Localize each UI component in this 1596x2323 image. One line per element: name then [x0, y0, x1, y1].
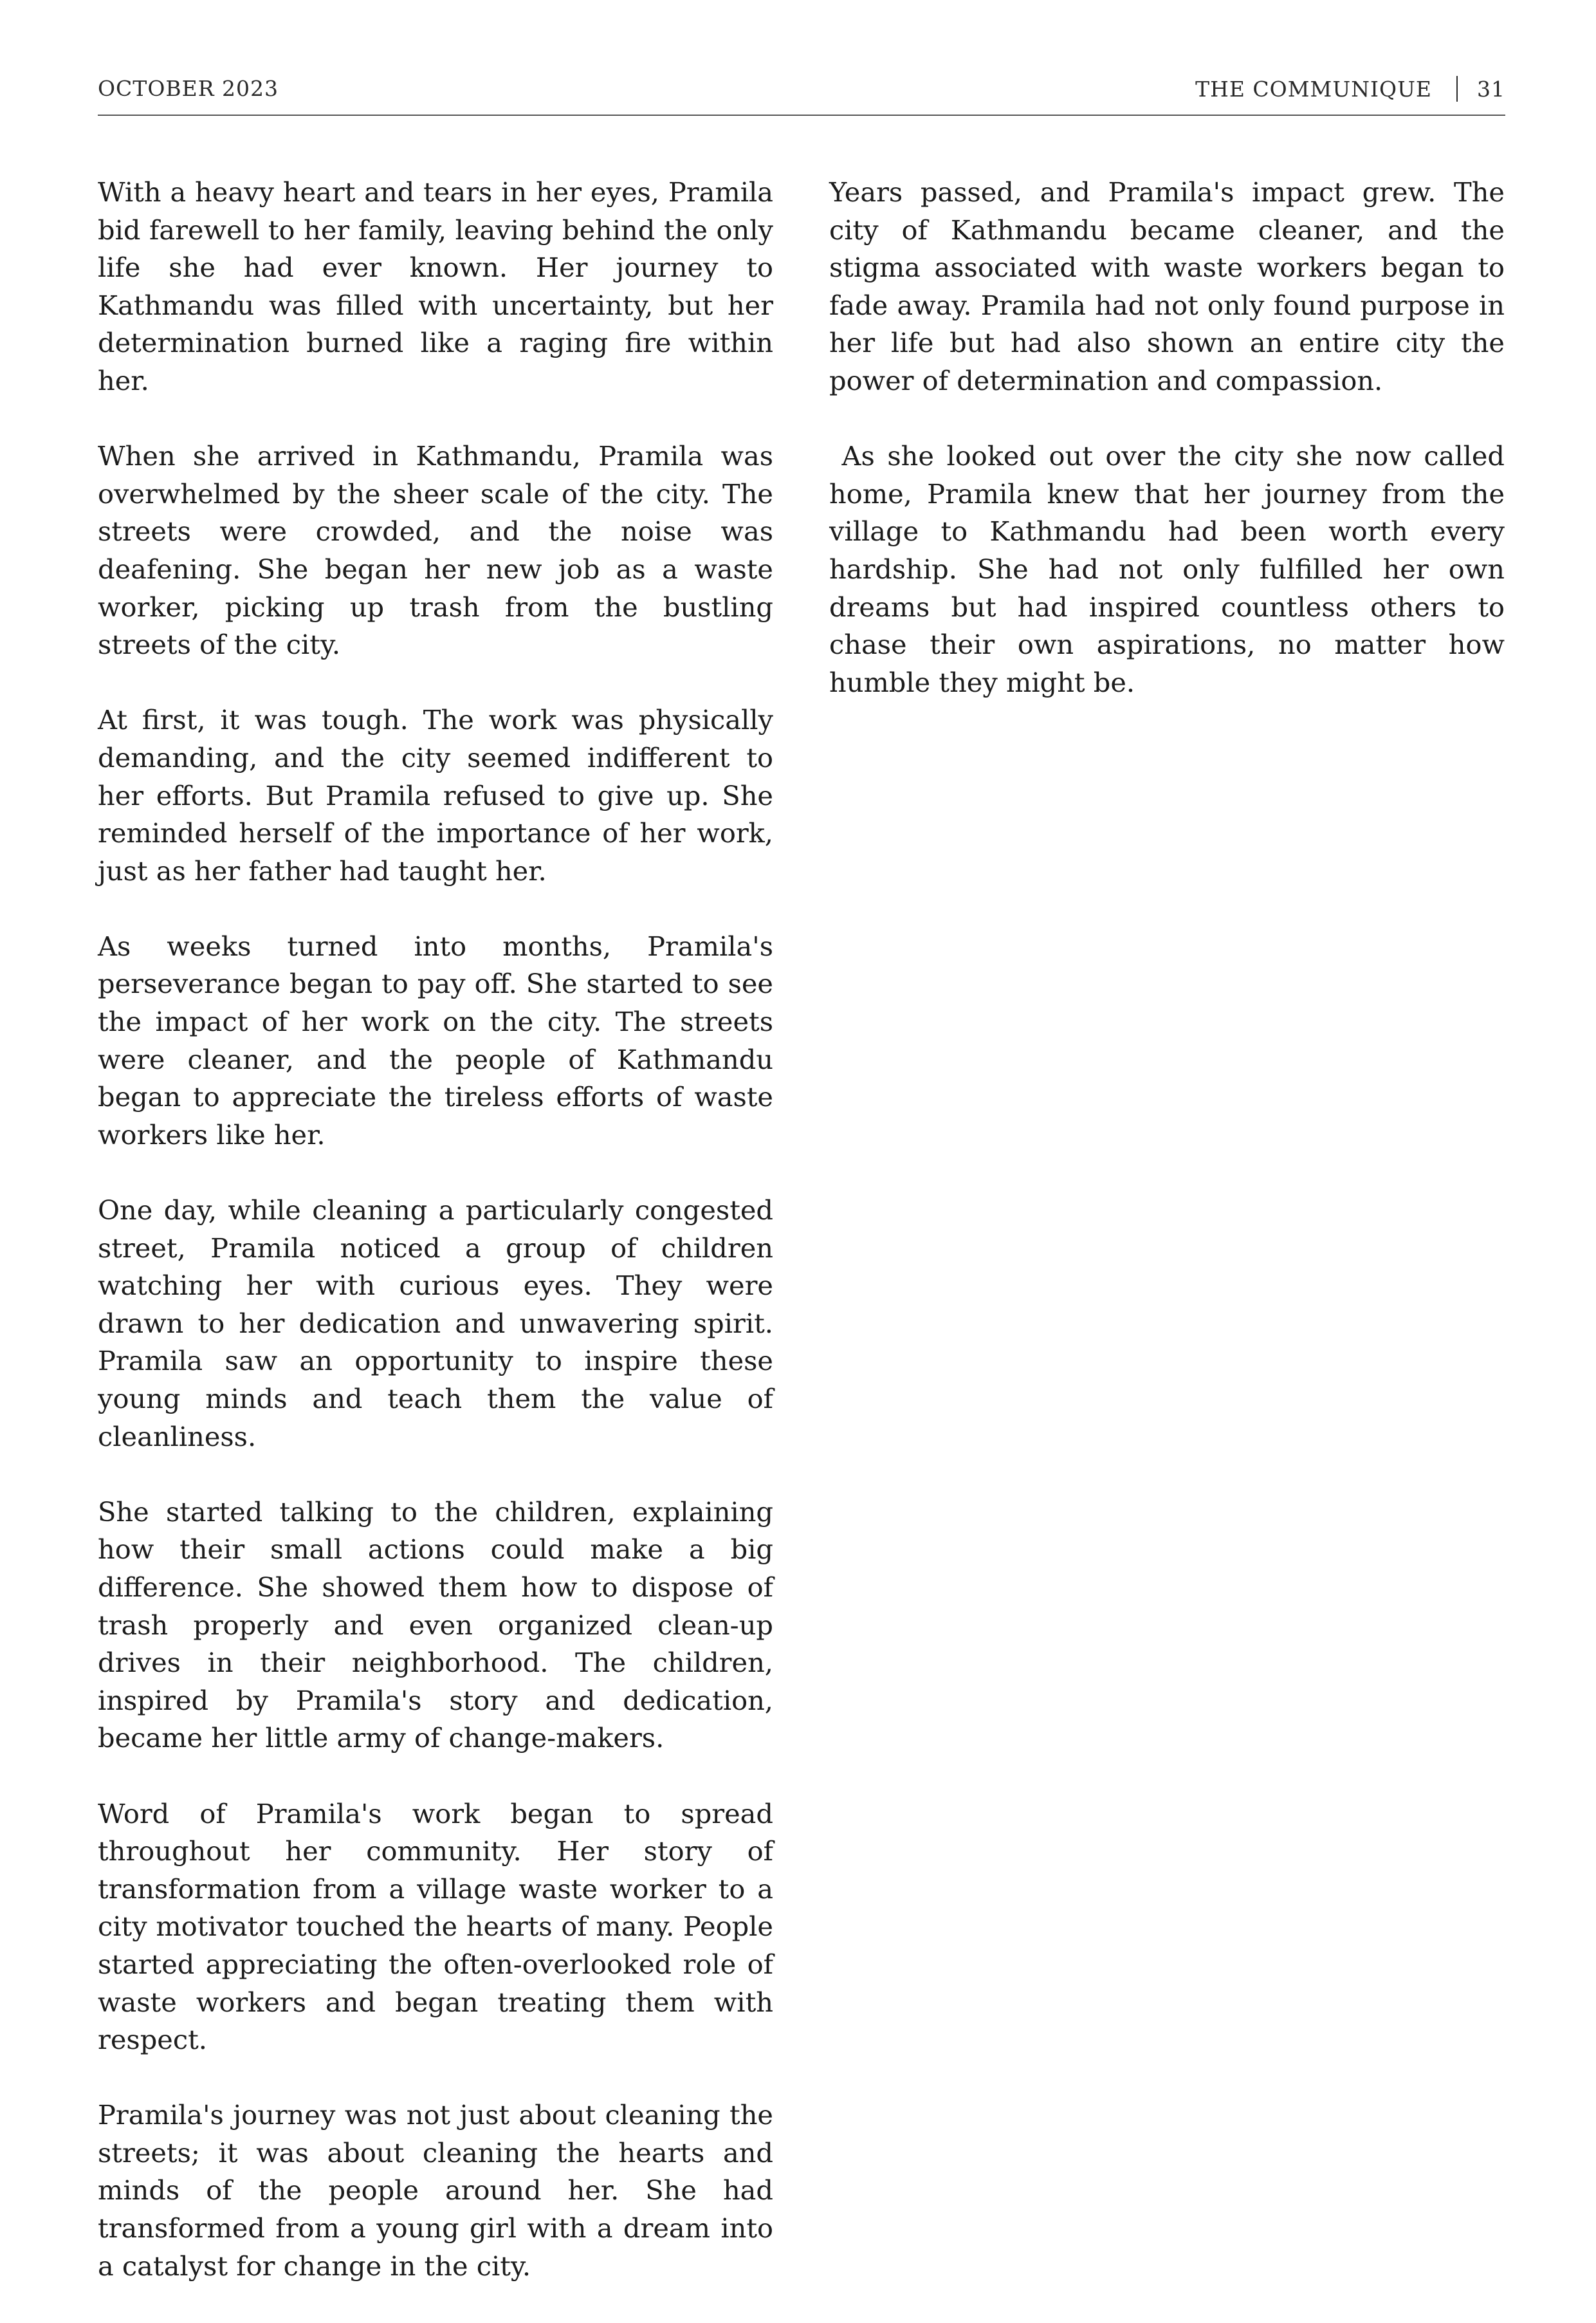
- issue-date: OCTOBER 2023: [98, 76, 279, 101]
- paragraph: As weeks turned into months, Pramila's perseverance began to pay off. She started to see the impact of her work on the city. The streets were cleaner, and the people of Kathmandu began to appreciate the tireless efforts of waste workers like her.: [98, 930, 773, 1151]
- paragraph: With a heavy heart and tears in her eyes, Pramila bid farewell to her family, leaving behind the only life she had ever known. Her journey to Kathmandu was filled with uncertainty, but her determination burned like a raging fire within her.: [98, 176, 773, 396]
- paragraph: When she arrived in Kathmandu, Pramila was overwhelmed by the sheer scale of the city. The streets were crowded, and the noise was deafening. She began her new job as a waste worker, picking up trash from the bustling streets of the city.: [98, 440, 773, 661]
- paragraph: Years passed, and Pramila's impact grew. The city of Kathmandu became cleaner, and the stigma associated with waste workers began to fade away. Pramila had not only found purpose in her life but had also shown an entire city the power of determination and compassion.: [829, 176, 1505, 396]
- paragraph: As she looked out over the city she now called home, Pramila knew that her journey from the village to Kathmandu had been worth every hardship. She had not only fulfilled her own dreams but had inspired countless others to chase their own aspirations, no matter how humble they might be.: [829, 440, 1505, 698]
- page-header: [98, 76, 1505, 115]
- publication-name: THE COMMUNIQUE: [1195, 76, 1432, 102]
- paragraph: Word of Pramila's work began to spread throughout her community. Her story of transformation from a village waste worker to a city motivator touched the hearts of many. People started appreciating the often-overlooked role of waste workers and began treating them with respect.: [98, 1797, 773, 2056]
- paragraph: One day, while cleaning a particularly congested street, Pramila noticed a group of children watching her with curious eyes. They were drawn to her dedication and unwavering spirit. Pramila saw an opportunity to inspire these young minds and teach them the value of cleanliness.: [98, 1194, 773, 1452]
- article-column-left: [98, 174, 773, 2323]
- header-divider: [1456, 76, 1458, 102]
- page-number: 31: [1477, 76, 1505, 102]
- paragraph: Pramila's journey was not just about cleaning the streets; it was about cleaning the hearts and minds of the people around her. She had transformed from a young girl with a dream into a catalyst for change in the city.: [98, 2099, 773, 2282]
- article-column-right: [829, 174, 1505, 739]
- header-rule: [98, 115, 1505, 116]
- paragraph: She started talking to the children, explaining how their small actions could make a big difference. She showed them how to dispose of trash properly and even organized clean-up drives in their neighborhood. The children, inspired by Pramila's story and dedication, became her little army of change-makers.: [98, 1495, 773, 1754]
- paragraph: At first, it was tough. The work was physically demanding, and the city seemed indifferent to her efforts. But Pramila refused to give up. She reminded herself of the importance of her work, just as her father had taught her.: [98, 704, 773, 887]
- header-right-group: [1195, 76, 1505, 102]
